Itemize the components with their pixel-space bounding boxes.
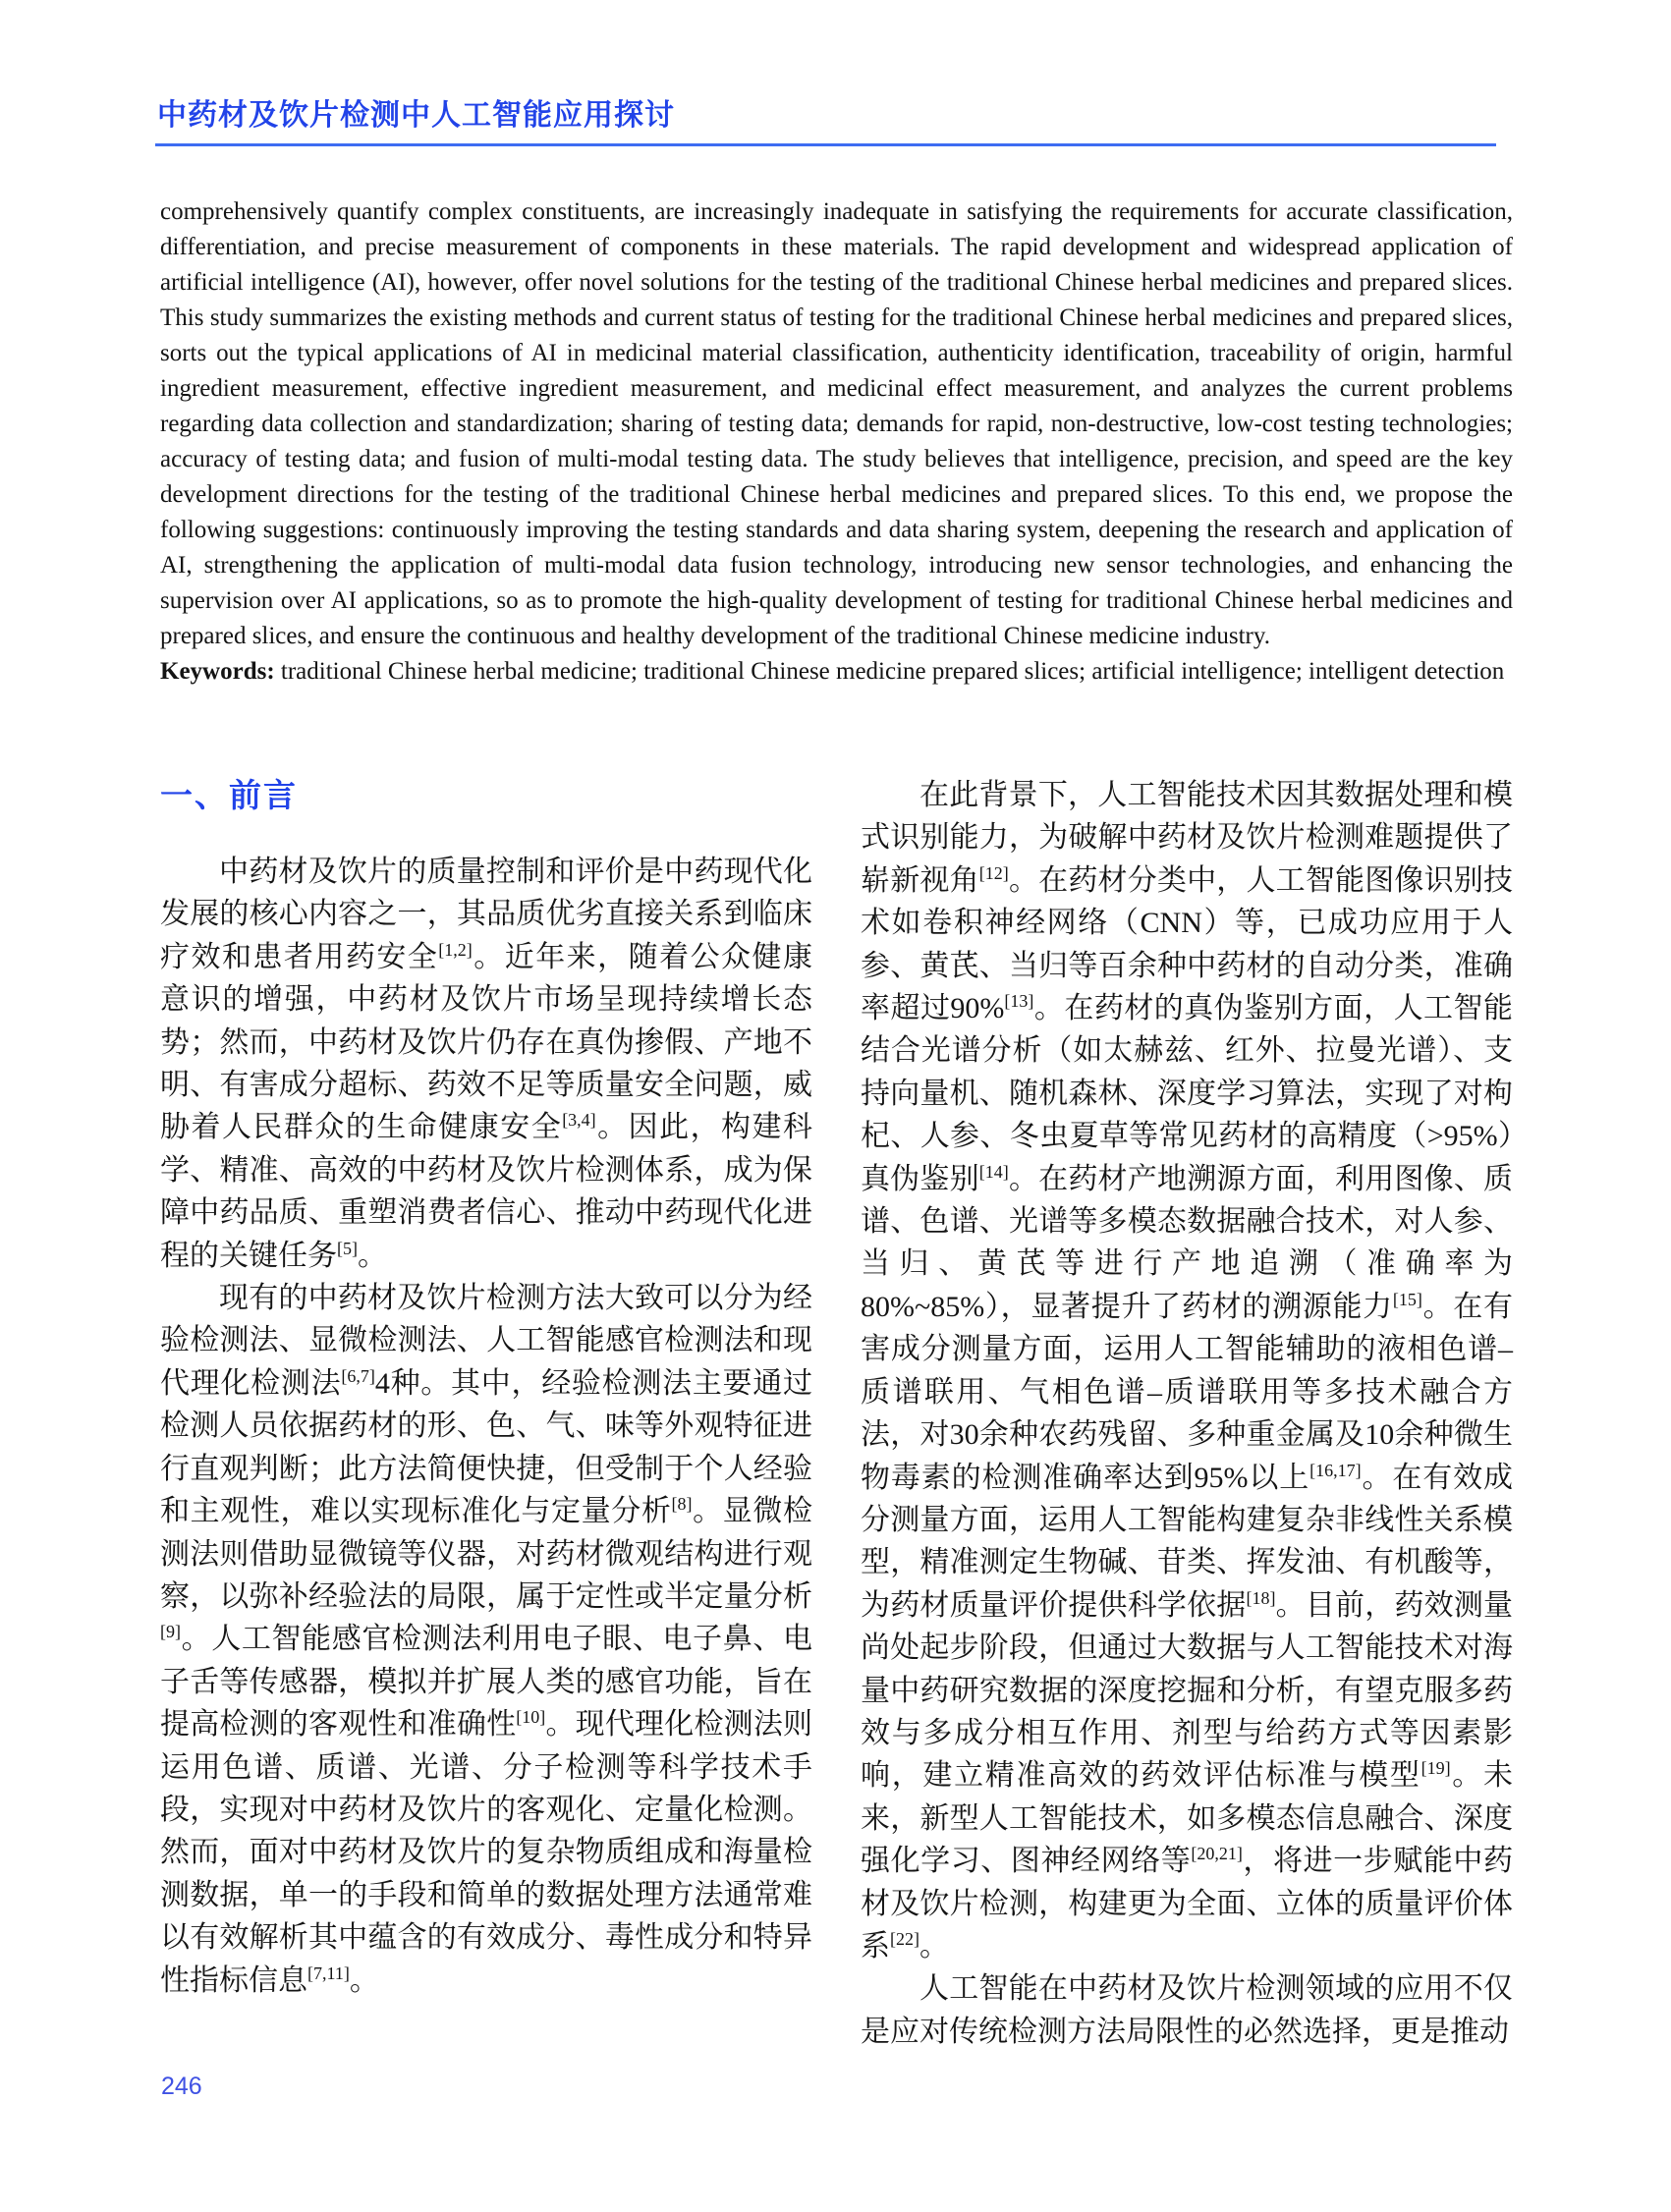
keywords-label: Keywords:	[160, 658, 275, 685]
body-paragraph: 人工智能在中药材及饮片检测领域的应用不仅是应对传统检测方法局限性的必然选择，更是推动	[861, 1972, 1513, 2048]
left-column	[160, 774, 812, 2053]
header-rule	[155, 143, 1496, 146]
abstract-section	[160, 194, 1513, 690]
two-column-body	[160, 774, 1513, 2053]
keywords-text: traditional Chinese herbal medicine; traditional Chinese medicine prepared slices; artificial intelligence; intelligent detection	[274, 658, 1505, 685]
keywords-line	[160, 654, 1513, 690]
section-heading-introduction: 一、前言	[160, 777, 298, 813]
body-paragraph: 在此背景下，人工智能技术因其数据处理和模式识别能力，为破解中药材及饮片检测难题提供了崭新视角[12]。在药材分类中，人工智能图像识别技术如卷积神经网络（CNN）等，已成功应用于人参、黄芪、当归等百余种中药材的自动分类，准确率超过90%[13]。在药材的真伪鉴别方面，人工智能结合光谱分析（如太赫兹、红外、拉曼光谱）、支持向量机、随机森林、深度学习算法，实现了对枸杞、人参、冬虫夏草等常见药材的高精度（>95%）真伪鉴别[14]。在药材产地溯源方面，利用图像、质谱、色谱、光谱等多模态数据融合技术，对人参、当归、黄芪等进行产地追溯（准确率为80%~85%），显著提升了药材的溯源能力[15]。在有害成分测量方面，运用人工智能辅助的液相色谱–质谱联用、气相色谱–质谱联用等多技术融合方法，对30余种农药残留、多种重金属及10余种微生物毒素的检测准确率达到95%以上[16,17]。在有效成分测量方面，运用人工智能构建复杂非线性关系模型，精准测定生物碱、苷类、挥发油、有机酸等，为药材质量评价提供科学依据[18]。目前，药效测量尚处起步阶段，但通过大数据与人工智能技术对海量中药研究数据的深度挖掘和分析，有望克服多药效与多成分相互作用、剂型与给药方式等因素影响，建立精准高效的药效评估标准与模型[19]。未来，新型人工智能技术，如多模态信息融合、深度强化学习、图神经网络等[20,21]，将进一步赋能中药材及饮片检测，构建更为全面、立体的质量评价体系[22]。	[861, 779, 1514, 1963]
body-paragraph: 现有的中药材及饮片检测方法大致可以分为经验检测法、显微检测法、人工智能感官检测法和现代理化检测法[6,7]4种。其中，经验检测法主要通过检测人员依据药材的形、色、气、味等外观特征进行直观判断；此方法简便快捷，但受制于个人经验和主观性，难以实现标准化与定量分析[8]。显微检测法则借助显微镜等仪器，对药材微观结构进行观察，以弥补经验法的局限，属于定性或半定量分析[9]。人工智能感官检测法利用电子眼、电子鼻、电子舌等传感器，模拟并扩展人类的感官功能，旨在提高检测的客观性和准确性[10]。现代理化检测法则运用色谱、质谱、光谱、分子检测等科学技术手段，实现对中药材及饮片的客观化、定量化检测。然而，面对中药材及饮片的复杂物质组成和海量检测数据，单一的手段和简单的数据处理方法通常难以有效解析其中蕴含的有效成分、毒性成分和特异性指标信息[7,11]。	[160, 1282, 813, 1997]
running-head-title: 中药材及饮片检测中人工智能应用探讨	[157, 99, 675, 132]
body-paragraph: 中药材及饮片的质量控制和评价是中药现代化发展的核心内容之一，其品质优劣直接关系到临床疗效和患者用药安全[1,2]。近年来，随着公众健康意识的增强，中药材及饮片市场呈现持续增长态势；然而，中药材及饮片仍存在真伪掺假、产地不明、有害成分超标、药效不足等质量安全问题，威胁着人民群众的生命健康安全[3,4]。因此，构建科学、精准、高效的中药材及饮片检测体系，成为保障中药品质、重塑消费者信心、推动中药现代化进程的关键任务[5]。	[160, 856, 813, 1272]
right-column	[861, 774, 1513, 2053]
abstract-continuation-paragraph: comprehensively quantify complex constituents, are increasingly inadequate in satisfying the requirements for accurate classification, differentiation, and precise measurement of components in these materials. The rapid development and widespread application of artificial intelligence (AI), however, offer novel solutions for the testing of the traditional Chinese herbal medicines and prepared slices. This study summarizes the existing methods and current status of testing for the traditional Chinese herbal medicines and prepared slices, sorts out the typical applications of AI in medicinal material classification, authenticity identification, traceability of origin, harmful ingredient measurement, effective ingredient measurement, and medicinal effect measurement, and analyzes the current problems regarding data collection and standardization; sharing of testing data; demands for rapid, non-destructive, low-cost testing technologies; accuracy of testing data; and fusion of multi-modal testing data. The study believes that intelligence, precision, and speed are the key development directions for the testing of the traditional Chinese herbal medicines and prepared slices. To this end, we propose the following suggestions: continuously improving the testing standards and data sharing system, deepening the research and application of AI, strengthening the application of multi-modal data fusion technology, introducing new sensor technologies, and enhancing the supervision over AI applications, so as to promote the high-quality development of testing for traditional Chinese herbal medicines and prepared slices, and ensure the continuous and healthy development of the traditional Chinese medicine industry.	[160, 198, 1513, 649]
page-number: 246	[161, 2073, 202, 2100]
